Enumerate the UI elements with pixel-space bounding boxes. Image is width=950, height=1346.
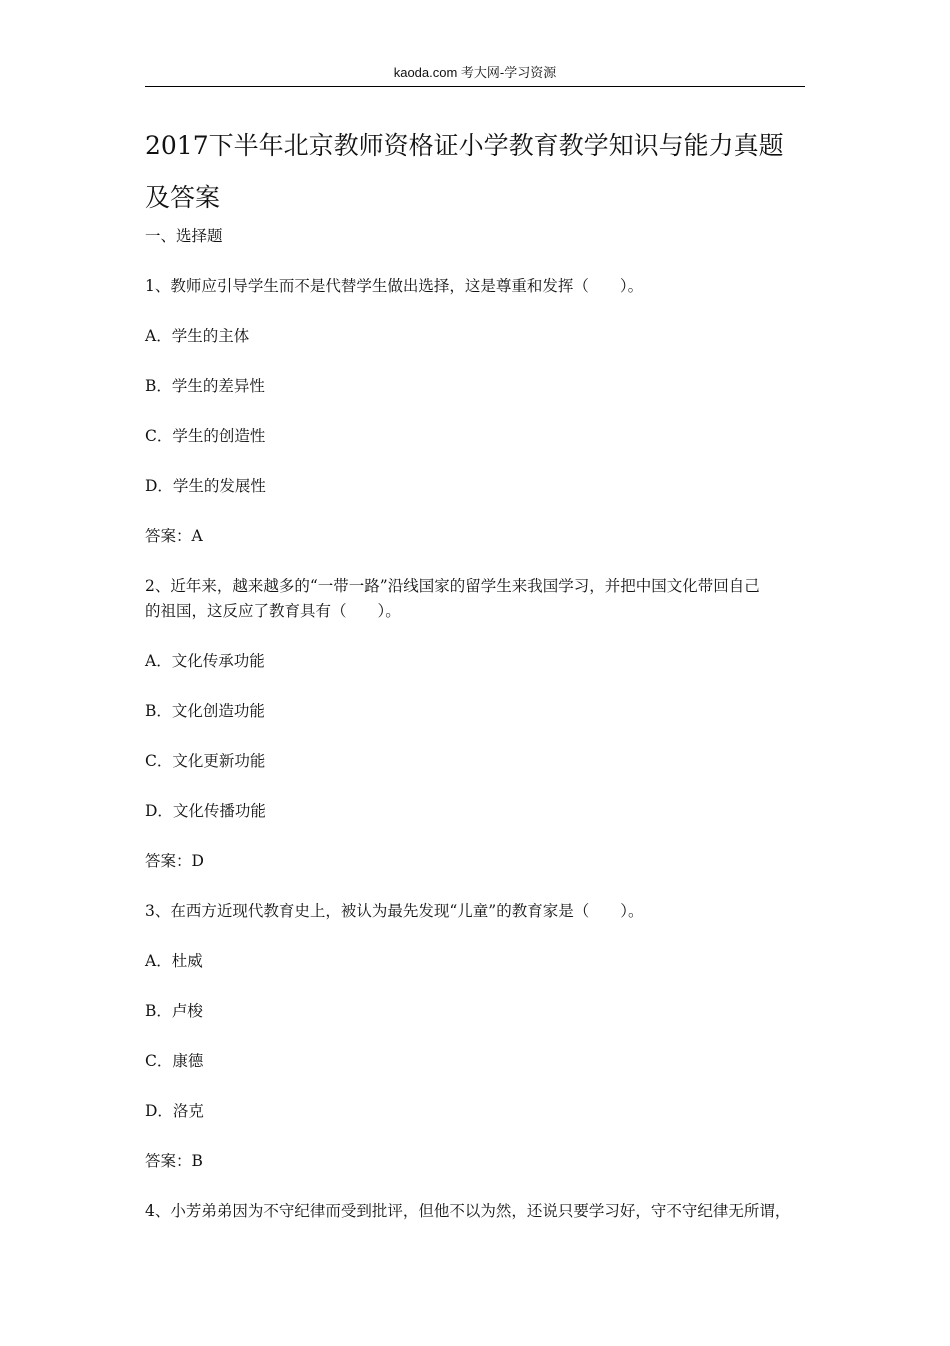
question-2-option-d: D．文化传播功能 [145,802,266,820]
question-1-stem: 1、教师应引导学生而不是代替学生做出选择，这是尊重和发挥（ ）。 [145,277,644,295]
question-2-option-a: A．文化传承功能 [145,652,265,670]
document-title-line-1: 2017下半年北京教师资格证小学教育教学知识与能力真题 [145,131,784,160]
question-3-option-b: B．卢梭 [145,1002,203,1020]
question-2-stem-line-2: 的祖国，这反应了教育具有（ ）。 [145,602,401,620]
question-1-option-a: A．学生的主体 [145,327,250,345]
question-1-option-b: B．学生的差异性 [145,377,265,395]
question-1-answer: 答案：A [145,527,203,545]
question-3-answer: 答案：B [145,1152,203,1170]
question-1-option-c: C．学生的创造性 [145,427,266,445]
page-header [145,64,805,87]
question-1-option-d: D．学生的发展性 [145,477,266,495]
question-2-option-c: C．文化更新功能 [145,752,266,770]
header-site-text: kaoda.com 考大网-学习资源 [393,65,557,80]
question-3-option-a: A．杜威 [145,952,203,970]
question-3-option-d: D．洛克 [145,1102,204,1120]
question-2-stem-line-1: 2、近年来，越来越多的“一带一路”沿线国家的留学生来我国学习，并把中国文化带回自己 [145,577,760,595]
question-2-option-b: B．文化创造功能 [145,702,265,720]
section-heading: 一、选择题 [145,227,223,245]
document-title-line-2: 及答案 [145,183,221,212]
question-3-option-c: C．康德 [145,1052,204,1070]
question-3-stem: 3、在西方近现代教育史上，被认为最先发现“儿童”的教育家是（ ）。 [145,902,644,920]
question-2-answer: 答案：D [145,852,204,870]
question-4-stem: 4、小芳弟弟因为不守纪律而受到批评，但他不以为然，还说只要学习好，守不守纪律无所谓， [145,1202,791,1220]
